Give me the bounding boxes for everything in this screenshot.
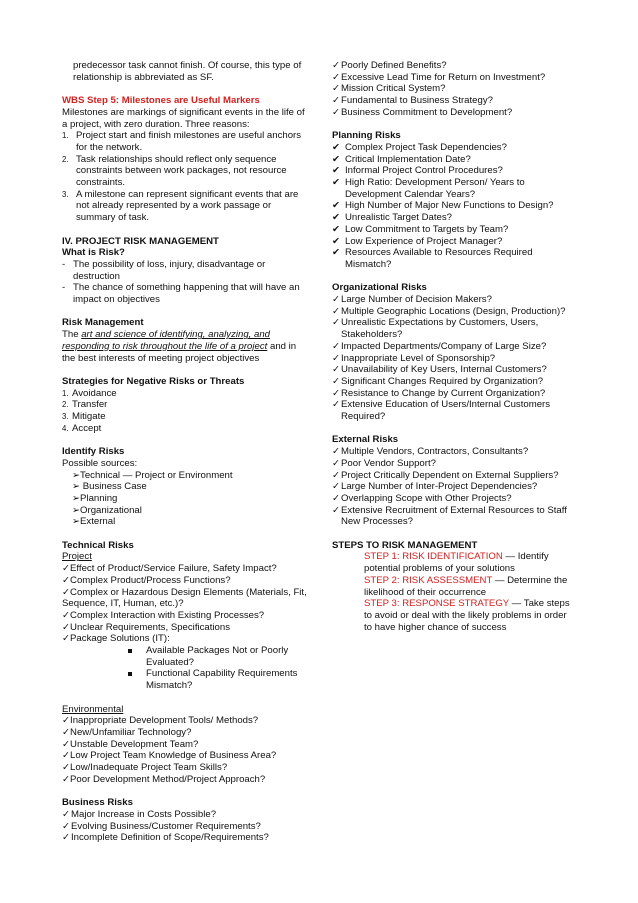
steps-heading: STEPS TO RISK MANAGEMENT <box>332 539 478 551</box>
list-item: ✓ Resistance to Change by Current Organization? <box>332 387 546 399</box>
list-item: 3. Mitigate <box>62 411 106 423</box>
check-icon: ✓ <box>332 387 341 399</box>
wbs-heading: WBS Step 5: Milestones are Useful Markers <box>62 95 260 107</box>
check-icon: ✓ <box>332 340 341 352</box>
check-icon: ✓ <box>332 305 341 317</box>
list-item: ✓ Large Number of Decision Makers? <box>332 294 492 306</box>
list-item: ✓Poor Development Method/Project Approach? <box>62 773 266 785</box>
list-item: ✓ Multiple Vendors, Contractors, Consultants? <box>332 446 529 458</box>
list-item: ✓ Multiple Geographic Locations (Design, Production)? <box>332 305 566 317</box>
list-item: ✓ Inappropriate Level of Sponsorship? <box>332 352 496 364</box>
technical-risks-heading: Technical Risks <box>62 539 134 551</box>
external-risks-heading: External Risks <box>332 434 399 446</box>
check-icon: ✓ <box>332 106 341 118</box>
list-item: ✔ Unrealistic Target Dates? <box>332 212 453 224</box>
list-item: ➢Technical — Project or Environment <box>72 469 233 481</box>
right-column <box>332 60 582 633</box>
heavy-check-icon: ✔ <box>332 200 341 212</box>
check-icon: ✓ <box>332 375 341 387</box>
list-item: ✓ Extensive Education of Users/Internal Customers Required? <box>332 399 551 423</box>
list-item: ➢Organizational <box>72 504 142 516</box>
list-item: ✔ Critical Implementation Date? <box>332 153 471 165</box>
list-item: ✓ Poorly Defined Benefits? <box>332 60 447 71</box>
heavy-check-icon: ✔ <box>332 235 341 247</box>
step-label: STEP 2: RISK ASSESSMENT <box>364 574 493 586</box>
list-item: 2. Transfer <box>62 399 108 411</box>
list-item: ✓New/Unfamiliar Technology? <box>62 726 192 738</box>
heavy-check-icon: ✔ <box>332 212 341 224</box>
list-item: ✓ Mission Critical System? <box>332 83 446 95</box>
list-item: ✔ Low Experience of Project Manager? <box>332 235 503 247</box>
wbs-list <box>62 130 310 224</box>
list-item: 3. A milestone can represent significant events that are not already represented by a work passage or summary of task. <box>62 188 299 224</box>
identify-risks-heading: Identify Risks <box>62 446 125 458</box>
list-item: ✓ Business Commitment to Development? <box>332 106 513 118</box>
list-item: 1. Avoidance <box>62 387 117 399</box>
organizational-risks-heading: Organizational Risks <box>332 282 427 294</box>
list-item: ✔ High Number of Major New Functions to Design? <box>332 200 554 212</box>
project-subheading: Project <box>62 551 92 563</box>
left-column: predecessor task cannot finish. Of course, this type of relationship is abbreviated as SF. WBS Step 5: Milestones are Useful Markers Milestones are markings of significant events in the life of a project, with zero duration. Three reasons: 1. Project start and finish milestones are useful anchors for the network. 2. Task relationships should reflect only sequence constraints between work packages, not resource constraints. 3. A milestone can represent significant events that are not already represented by a work passage or summary of task. IV. PROJECT RISK MANAGEMENT What is Risk? - The possibility of loss, injury, disadvantage or destruction - The chance of something happening that will have an impact on objectives Risk Management The art and science of identifying, analyzing, and responding to risk throughout the life of a project and in the best interests of meeting project objectives Strategies for Negative Risks or Threats 1. Avoidance 2. Transfer 3. Mitigate 4. Accept Identify Risks Possible sources: ➢Technical — Project or Environment ➢ Business Case ➢Planning ➢Organizational ➢External Technical Risks Project ✓Effect of Product/Service Failure, Safety Impact? ✓Complex Product/Process Functions? ✓Complex or Hazardous Design Elements (Materials, Fit, Sequence, IT, Human, etc.)? ✓Complex Interaction with Existing Processes? ✓Unclear Requirements, Specifications ✓Package Solutions (IT): Available Packages Not or Poorly Evaluated? Functional Capability Requirements Mismatch? Environmental ✓Inappropriate Development Tools/ Methods? ✓New/Unfamiliar Technology? ✓Unstable Development Team? ✓Low Project Team Knowledge of Business Area? ✓Low/Inadequate Project Team Skills? ✓Poor Development Method/Project Approach? Business Risks ✓ Major Increase in Costs Possible? ✓ Evolving Business/Customer Requirements? ✓ Incomplete Definition of Scope/Requirements? <box>62 60 310 844</box>
list-item: ✓ Evolving Business/Customer Requirements? <box>62 820 261 832</box>
check-icon: ✓ <box>332 317 341 329</box>
list-item: 4. Accept <box>62 422 102 434</box>
list-item: ✓Unstable Development Team? <box>62 738 199 750</box>
business-risks-heading: Business Risks <box>62 797 133 809</box>
heavy-check-icon: ✔ <box>332 165 341 177</box>
check-icon: ✓ <box>62 820 71 832</box>
check-icon: ✓ <box>332 492 341 504</box>
check-icon: ✓ <box>332 352 341 364</box>
list-item: ✓ Overlapping Scope with Other Projects? <box>332 492 512 504</box>
list-item: ✓ Impacted Departments/Company of Large Size? <box>332 340 547 352</box>
check-icon: ✓ <box>62 808 71 820</box>
check-icon: ✓ <box>332 446 341 458</box>
planning-risks-heading: Planning Risks <box>332 130 401 142</box>
list-item: ✓Package Solutions (IT): <box>62 633 170 645</box>
list-item: ✔ Resources Available to Resources Required Mismatch? <box>332 247 533 270</box>
list-item: ✓Unclear Requirements, Specifications <box>62 621 231 633</box>
list-item: ✓ Incomplete Definition of Scope/Requirements? <box>62 832 269 844</box>
list-item: ✓Effect of Product/Service Failure, Safety Impact? <box>62 563 277 575</box>
list-item: ✔ High Ratio: Development Person/ Years to Development Calendar Years? <box>332 177 525 200</box>
what-is-risk-heading: What is Risk? <box>62 247 125 259</box>
square-bullet-icon <box>128 649 132 653</box>
list-item: ✓Complex or Hazardous Design Elements (Materials, Fit, <box>62 586 307 598</box>
list-item: ✓ Excessive Lead Time for Return on Investment? <box>332 71 546 83</box>
check-icon: ✓ <box>62 832 71 844</box>
check-icon: ✓ <box>332 504 341 516</box>
heavy-check-icon: ✔ <box>332 141 341 153</box>
heavy-check-icon: ✔ <box>332 223 341 235</box>
square-bullet-icon <box>128 672 132 676</box>
list-item: STEP 3: RESPONSE STRATEGY — Take steps to avoid or deal with the likely problems in order to have higher chance of success <box>364 598 570 633</box>
list-item: ✓ Poor Vendor Support? <box>332 457 436 469</box>
check-icon: ✓ <box>332 481 341 493</box>
step-label: STEP 3: RESPONSE STRATEGY <box>364 598 510 610</box>
list-item: ➢ Business Case <box>72 481 147 493</box>
check-icon: ✓ <box>332 457 341 469</box>
check-icon: ✓ <box>332 294 341 306</box>
list-item: ✓ Large Number of Inter-Project Dependencies? <box>332 481 538 493</box>
check-icon: ✓ <box>332 469 341 481</box>
check-icon: ✓ <box>332 95 341 107</box>
check-icon: ✓ <box>332 399 341 411</box>
list-item: Available Packages Not or Poorly Evaluated? <box>62 645 310 668</box>
risk-management-definition: The art and science of identifying, analyzing, and responding to risk throughout the life of a project and in the best interests of meeting project objectives <box>62 329 297 364</box>
list-item: ✓Complex Interaction with Existing Processes? <box>62 609 265 621</box>
check-icon: ✓ <box>332 83 341 95</box>
list-item: Functional Capability Requirements Mismatch? <box>62 668 310 691</box>
list-item: ✔ Complex Project Task Dependencies? <box>332 141 507 153</box>
check-icon: ✓ <box>332 71 341 83</box>
list-item: ✔ Informal Project Control Procedures? <box>332 165 503 177</box>
list-item: - The possibility of loss, injury, disadvantage or destruction <box>62 258 266 282</box>
list-item: 1. Project start and finish milestones are useful anchors for the network. <box>62 130 302 153</box>
heavy-check-icon: ✔ <box>332 153 341 165</box>
list-item: ✔ Low Commitment to Targets by Team? <box>332 223 509 235</box>
list-item: 2. Task relationships should reflect only sequence constraints between work packages, not resource constraints. <box>62 153 287 189</box>
list-item: ➢External <box>72 516 116 528</box>
environmental-subheading: Environmental <box>62 703 124 715</box>
list-item: ✓Complex Product/Process Functions? <box>62 574 231 586</box>
list-item: ✓ Significant Changes Required by Organization? <box>332 375 544 387</box>
intro-paragraph: predecessor task cannot finish. Of course, this type of relationship is abbreviated as SF. <box>73 60 302 83</box>
section-heading: IV. PROJECT RISK MANAGEMENT <box>62 235 219 247</box>
list-item: ✓ Project Critically Dependent on External Suppliers? <box>332 469 559 481</box>
list-item: ✓Low/Inadequate Project Team Skills? <box>62 762 228 774</box>
list-item: STEP 1: RISK IDENTIFICATION — Identify potential problems of your solutions <box>364 551 549 575</box>
list-item: ✓ Fundamental to Business Strategy? <box>332 95 493 107</box>
check-icon: ✓ <box>332 60 341 71</box>
list-item: ✓ Extensive Recruitment of External Resources to Staff New Processes? <box>332 504 567 528</box>
list-item: ✓Low Project Team Knowledge of Business Area? <box>62 750 277 762</box>
list-item: ➢Planning <box>72 492 118 504</box>
list-item: ✓ Unavailability of Key Users, Internal Customers? <box>332 364 547 376</box>
list-item: ✓ Major Increase in Costs Possible? <box>62 808 217 820</box>
strategies-heading: Strategies for Negative Risks or Threats <box>62 375 245 387</box>
heavy-check-icon: ✔ <box>332 177 341 189</box>
list-item: - The chance of something happening that will have an impact on objectives <box>62 282 300 306</box>
risk-management-heading: Risk Management <box>62 317 144 329</box>
list-item: ✓ Unrealistic Expectations by Customers, Users, Stakeholders? <box>332 317 539 341</box>
list-item: STEP 2: RISK ASSESSMENT — Determine the likelihood of their occurrence <box>364 574 568 598</box>
check-icon: ✓ <box>332 364 341 376</box>
heavy-check-icon: ✔ <box>332 247 341 259</box>
list-item: ✓Inappropriate Development Tools/ Methods? <box>62 715 259 727</box>
step-label: STEP 1: RISK IDENTIFICATION <box>364 551 503 563</box>
